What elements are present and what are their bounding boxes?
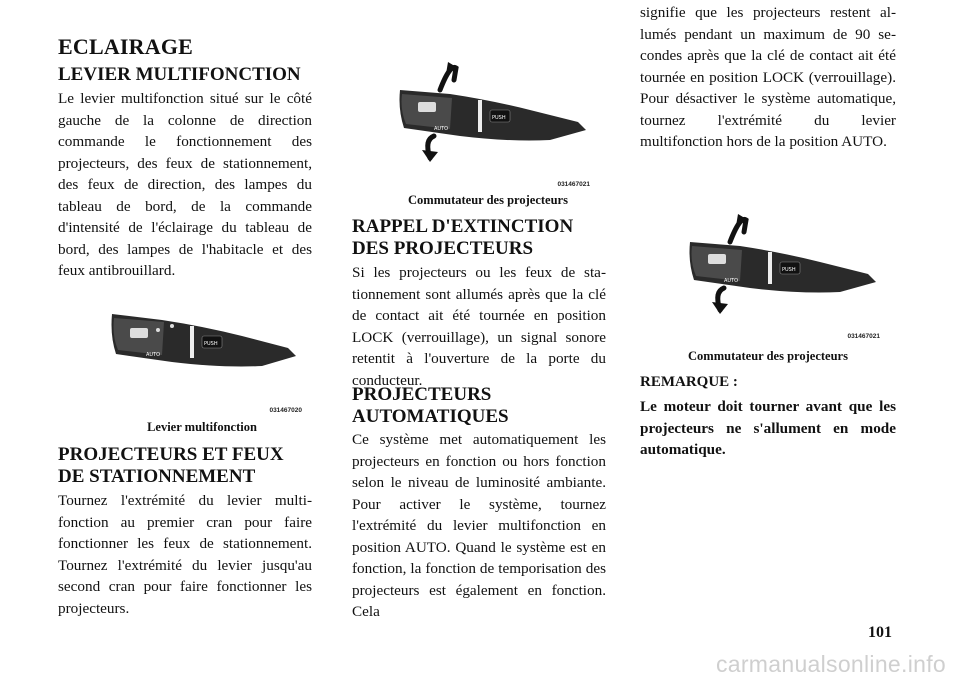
auto-label: AUTO xyxy=(146,352,161,358)
push-label: PUSH xyxy=(782,267,796,273)
switch-illustration xyxy=(680,212,880,344)
watermark: carmanualsonline.info xyxy=(715,651,946,677)
figure-caption: Levier multifonction xyxy=(147,420,257,434)
figure-commutateur-projecteurs-2 xyxy=(680,212,880,344)
push-label: PUSH xyxy=(492,115,506,121)
heading-projecteurs-stationnement: PROJECTEURS ET FEUX DE STATIONNEMENT xyxy=(58,444,284,487)
paragraph-rappel-extinction: Si les projecteurs ou les feux de stationnement sont allumés après que la clé de contact ait été tournée en position LOCK (verrouillage), un signal sonore retentit à l'ouverture de la porte du conducteur. xyxy=(352,264,606,389)
figure-code: 031467021 xyxy=(557,181,590,188)
push-label: PUSH xyxy=(204,341,218,347)
figure-code: 031467021 xyxy=(847,333,880,340)
lever-illustration xyxy=(102,300,302,416)
figure-levier-multifonction xyxy=(102,300,302,416)
figure-code: 031467020 xyxy=(269,407,302,414)
switch-illustration xyxy=(390,60,590,192)
page-number: 101 xyxy=(868,624,892,641)
figure-commutateur-projecteurs xyxy=(390,60,590,192)
heading-projecteurs-automatiques: PROJECTEURS AUTOMATIQUES xyxy=(352,384,509,427)
paragraph-projecteurs-stationnement: Tournez l'extrémité du levier multifonction au premier cran pour faire fonctionner les feux de stationnement. Tournez l'extrémité du levier jusqu'au second cran pour faire fonctionner les projecteurs. xyxy=(58,492,312,617)
auto-label: AUTO xyxy=(434,126,449,132)
figure-caption: Commutateur des projecteurs xyxy=(408,193,568,207)
paragraph-continuation: signifie que les projecteurs restent allumés pendant un maximum de 90 secondes après que la clé de contact ait été tournée en position LOCK (verrouillage). Pour désactiver le système automatique, tournez l'extrémité du levier multifonction hors de la position AUTO. xyxy=(640,4,896,150)
note-label: REMARQUE : xyxy=(640,374,738,390)
figure-caption: Commutateur des projecteurs xyxy=(688,349,848,363)
paragraph-projecteurs-automatiques: Ce système met automatiquement les projecteurs en fonction ou hors fonction selon le niveau de luminosité ambiante. Pour activer le système, tournez l'extrémité du levier multifonction en position AUTO. Quand le système est en fonction, la fonction de temporisation des projecteurs est également en fonction. Cela xyxy=(352,431,606,620)
paragraph-levier: Le levier multifonction situé sur le côté gauche de la colonne de direction commande le fonctionnement des projecteurs, des feux de stationnement, des feux de direction, des lampes du tableau de bord, de la commande d'intensité de l'éclairage du tableau de bord, des lampes de l'habitacle et des feux antibrouillard. xyxy=(58,90,312,279)
heading-rappel-extinction: RAPPEL D'EXTINCTION DES PROJECTEURS xyxy=(352,216,574,259)
section-title: ECLAIRAGE xyxy=(58,34,194,59)
auto-label: AUTO xyxy=(724,278,739,284)
heading-levier-multifonction: LEVIER MULTIFONCTION xyxy=(58,64,301,85)
note-text: Le moteur doit tourner avant que les projecteurs ne s'allument en mode automatique. xyxy=(640,398,896,458)
